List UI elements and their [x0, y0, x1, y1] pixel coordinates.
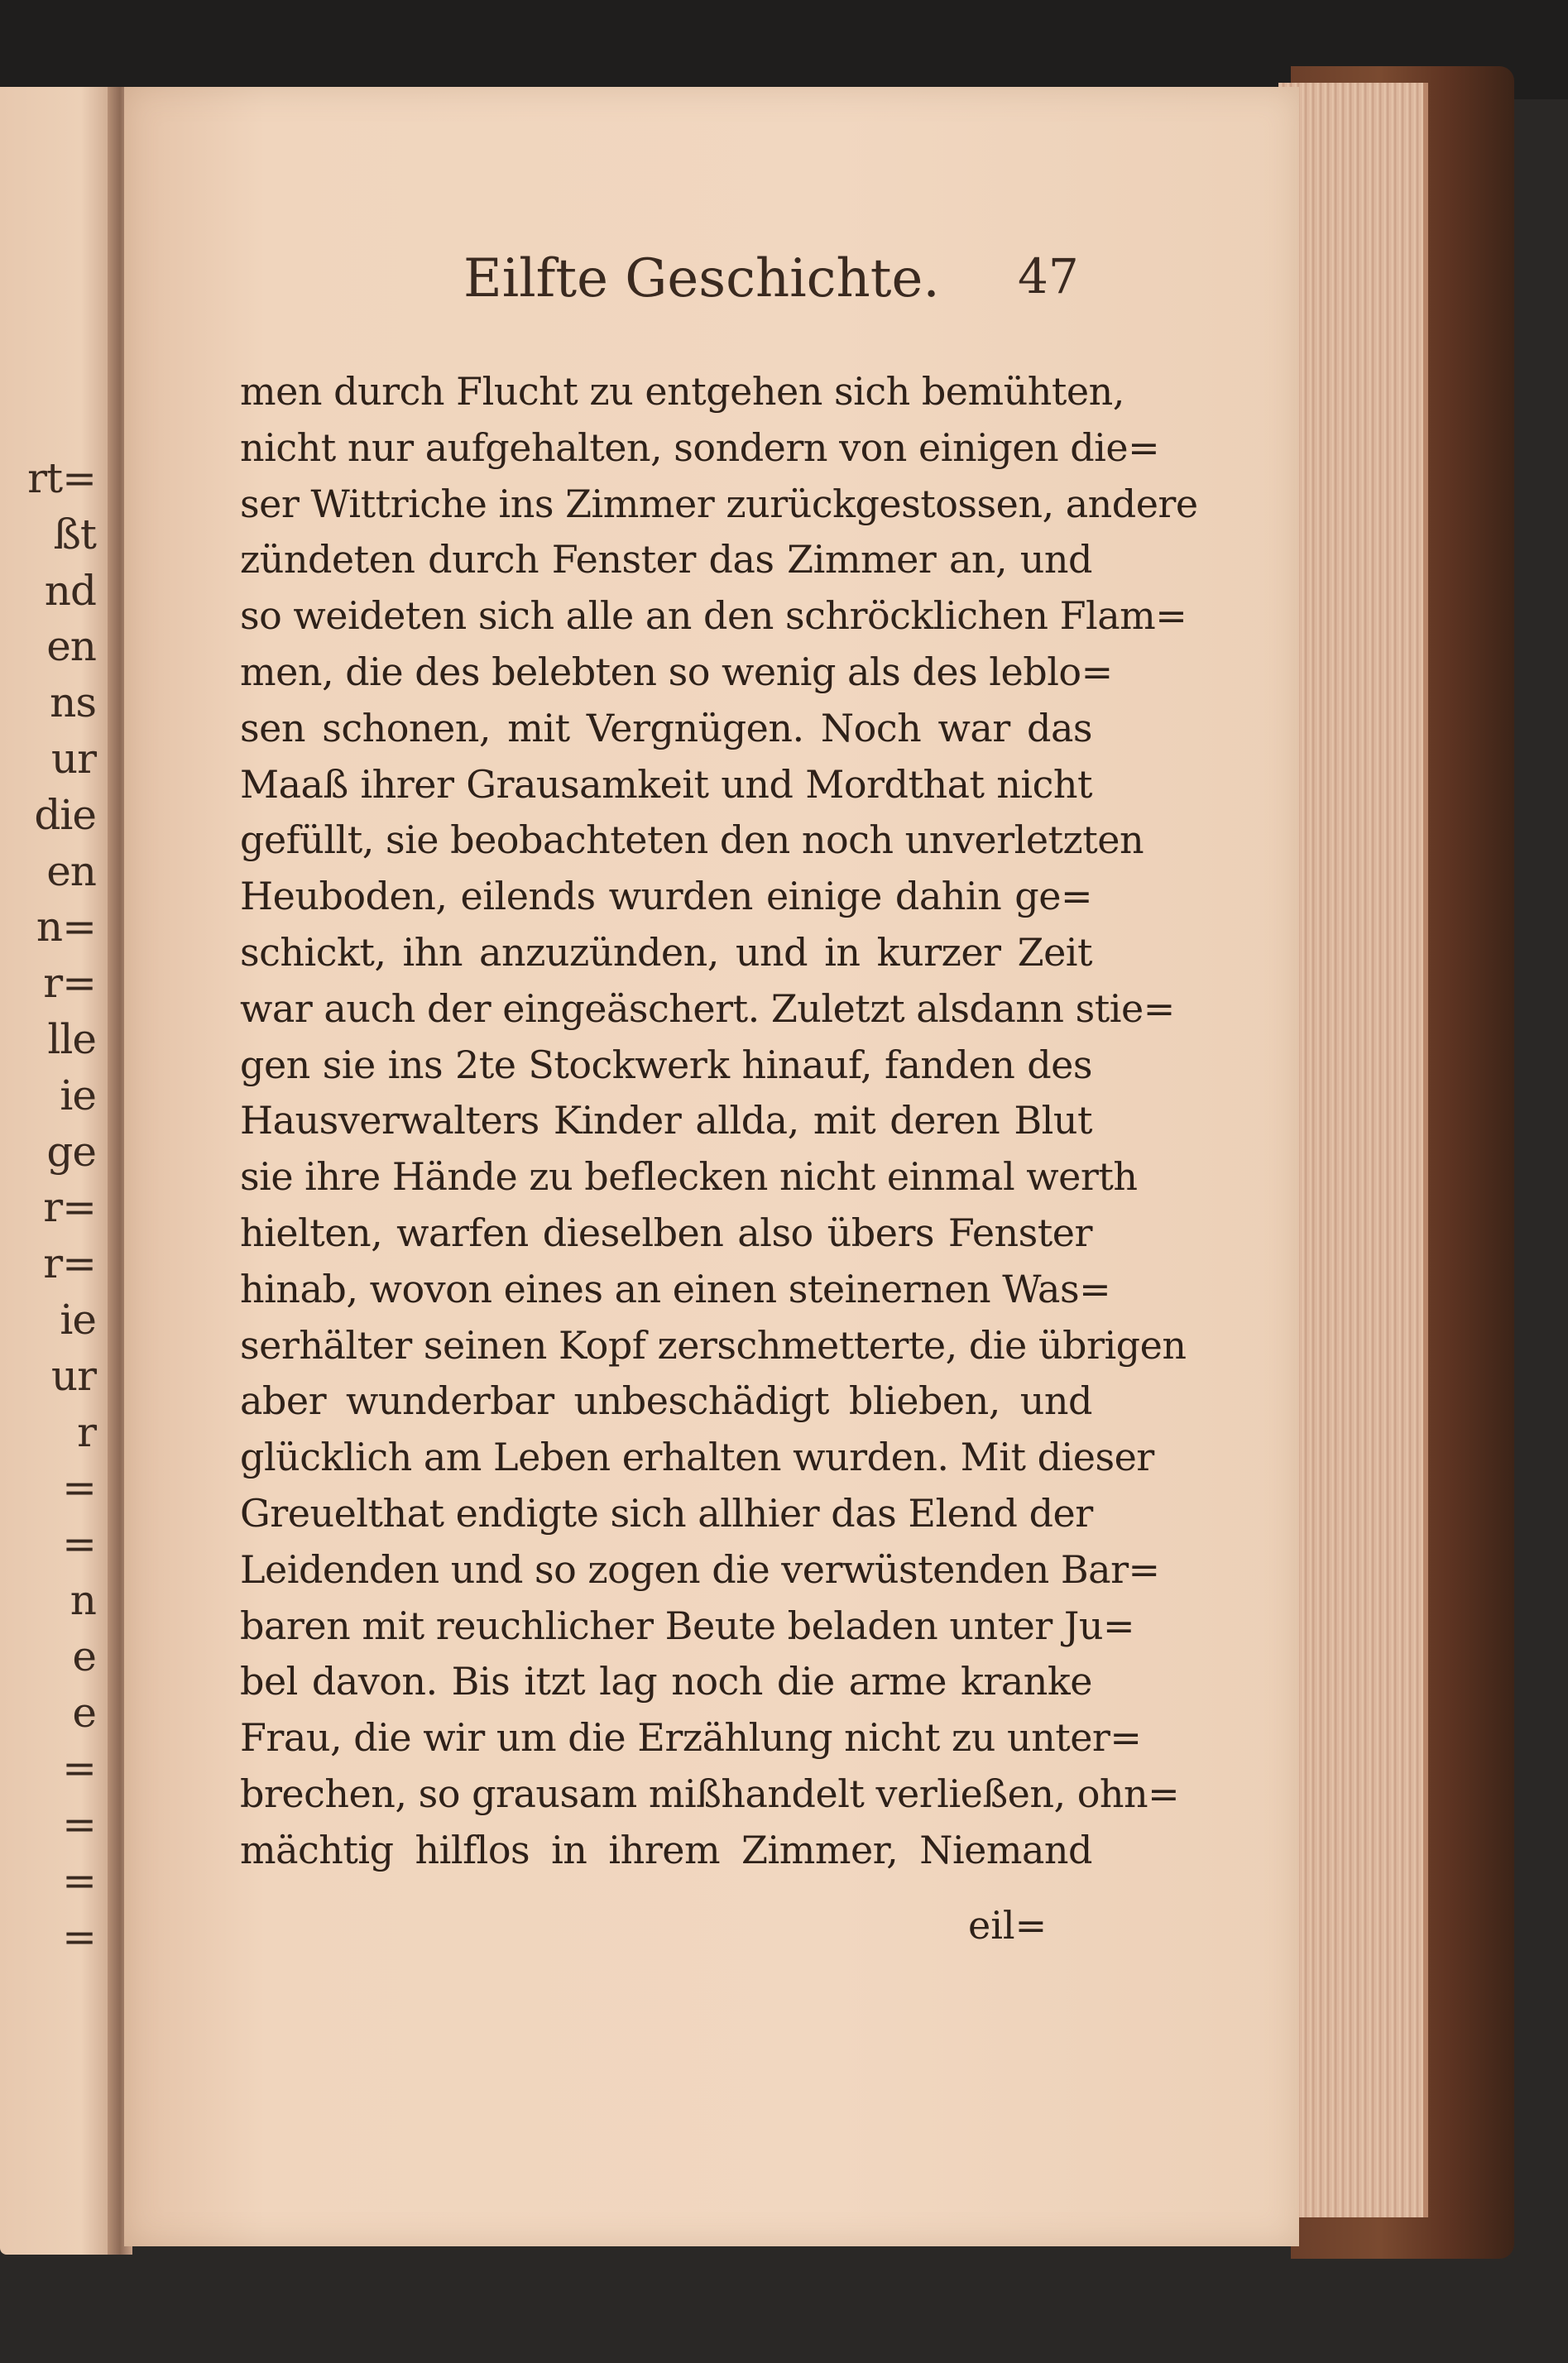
left-page-fragment: en: [46, 846, 96, 895]
text-line: hinab, wovon eines an einen steinernen Was=: [240, 1266, 1111, 1311]
text-line: zündeten durch Fenster das Zimmer an, und: [240, 537, 1092, 582]
text-line: sie ihre Hände zu beflecken nicht einmal werth: [240, 1154, 1138, 1200]
text-line: Maaß ihrer Grausamkeit und Mordthat nicht: [240, 761, 1092, 807]
text-line: men durch Flucht zu entgehen sich bemühten,: [240, 369, 1124, 414]
text-line: hielten, warfen dieselben also übers Fenster: [240, 1210, 1092, 1255]
left-page-fragment: =: [62, 1464, 96, 1512]
text-line: schickt, ihn anzuzünden, und in kurzer Zeit: [240, 929, 1092, 975]
left-page-fragment: nd: [44, 566, 96, 615]
left-page-fragment: e: [72, 1688, 96, 1737]
left-page-fragment: e: [72, 1632, 96, 1680]
left-page-fragment: n: [70, 1575, 96, 1624]
left-page-fragment: ßt: [53, 510, 96, 558]
text-line: gefüllt, sie beobachteten den noch unverletzten: [240, 817, 1144, 863]
left-page-fragment: r: [77, 1407, 96, 1456]
text-line: bel davon. Bis itzt lag noch die arme kranke: [240, 1659, 1092, 1704]
left-page-fragment: r=: [43, 1183, 96, 1232]
left-page-fragments: [0, 451, 99, 1966]
left-page-fragment: =: [62, 1856, 96, 1905]
left-page: [0, 87, 116, 2255]
left-page-fragment: ur: [50, 734, 96, 783]
left-page-fragment: =: [62, 1912, 96, 1961]
left-page-fragment: ur: [50, 1351, 96, 1400]
text-line: sen schonen, mit Vergnügen. Noch war das: [240, 705, 1092, 750]
left-page-fragment: rt=: [27, 454, 96, 502]
left-page-fragment: r=: [43, 959, 96, 1008]
text-line: aber wunderbar unbeschädigt blieben, und: [240, 1378, 1092, 1424]
text-line: Frau, die wir um die Erzählung nicht zu unter=: [240, 1715, 1142, 1761]
catchword: eil=: [968, 1903, 1048, 1948]
left-page-fragment: =: [62, 1800, 96, 1849]
left-page-fragment: en: [46, 622, 96, 671]
text-line: so weideten sich alle an den schröcklichen Flam=: [240, 593, 1187, 639]
body-text: [240, 364, 1198, 1879]
left-page-fragment: die: [34, 790, 96, 839]
left-page-fragment: =: [62, 1744, 96, 1793]
text-line: war auch der eingeäschert. Zuletzt alsdann stie=: [240, 985, 1175, 1031]
page-edges: [1278, 83, 1428, 2217]
left-page-fragment: =: [62, 1520, 96, 1569]
text-line: nicht nur aufgehalten, sondern von einigen die=: [240, 424, 1160, 470]
left-page-fragment: ie: [60, 1071, 96, 1119]
left-page-fragment: ge: [46, 1127, 96, 1176]
left-page-fragment: r=: [43, 1239, 96, 1288]
text-line: ser Wittriche ins Zimmer zurückgestossen, andere: [240, 481, 1198, 526]
left-page-fragment: ns: [50, 678, 96, 727]
text-line: brechen, so grausam mißhandelt verließen, ohn=: [240, 1771, 1180, 1816]
text-line: mächtig hilflos in ihrem Zimmer, Niemand: [240, 1827, 1092, 1872]
text-line: serhälter seinen Kopf zerschmetterte, die übrigen: [240, 1322, 1187, 1368]
text-line: Hausverwalters Kinder allda, mit deren Blut: [240, 1098, 1092, 1143]
text-line: Leidenden und so zogen die verwüstenden Bar=: [240, 1546, 1160, 1592]
left-page-fragment: lle: [47, 1014, 96, 1063]
text-line: baren mit reuchlicher Beute beladen unter Ju=: [240, 1603, 1135, 1648]
text-line: gen sie ins 2te Stockwerk hinauf, fanden des: [240, 1042, 1092, 1087]
running-title: Eilfte Geschichte.: [463, 248, 940, 309]
left-page-fragment: n=: [36, 903, 96, 951]
left-page-fragment: ie: [60, 1295, 96, 1344]
text-line: glücklich am Leben erhalten wurden. Mit dieser: [240, 1435, 1154, 1480]
page-number: 47: [1018, 248, 1079, 304]
text-line: Heuboden, eilends wurden einige dahin ge=: [240, 874, 1092, 919]
text-line: Greuelthat endigte sich allhier das Elend der: [240, 1490, 1093, 1536]
text-line: men, die des belebten so wenig als des leblo=: [240, 649, 1113, 694]
